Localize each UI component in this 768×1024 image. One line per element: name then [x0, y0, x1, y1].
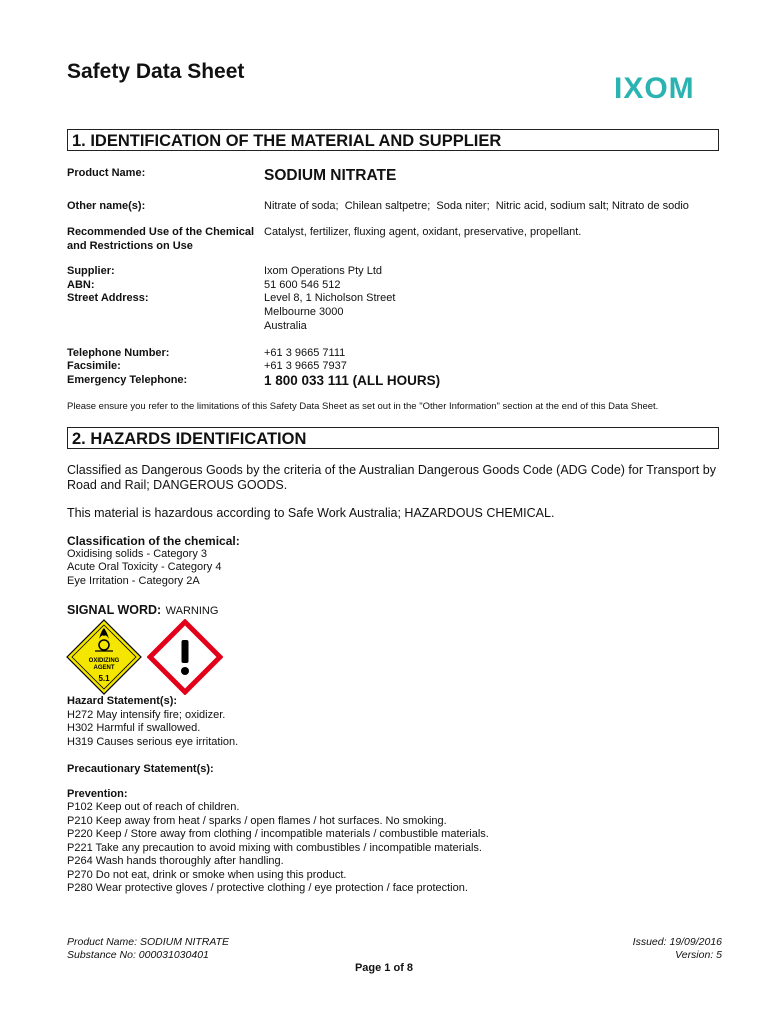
recommended-use-label-line1: Recommended Use of the Chemical: [67, 226, 255, 238]
prevention-statement: P210 Keep away from heat / sparks / open flames / hot surfaces. No smoking.: [67, 815, 447, 827]
recommended-use-value: Catalyst, fertilizer, fluxing agent, oxidant, preservative, propellant.: [264, 226, 582, 238]
oxidizing-agent-diamond-icon: [66, 619, 142, 695]
facsimile-value: +61 3 9665 7937: [264, 360, 347, 372]
other-names-value: Nitrate of soda; Chilean saltpetre; Soda niter; Nitric acid, sodium salt; Nitrato de sodio: [264, 200, 689, 212]
signal-word-label: SIGNAL WORD:: [67, 603, 162, 617]
hazard-statement: H319 Causes serious eye irritation.: [67, 736, 239, 748]
abn-value: 51 600 546 512: [264, 279, 341, 291]
footer-issued-date: Issued: 19/09/2016: [632, 936, 722, 948]
street-address-line2: Melbourne 3000: [264, 306, 344, 318]
classification-item: Acute Oral Toxicity - Category 4: [67, 561, 222, 573]
supplier-label: Supplier:: [67, 265, 115, 277]
street-address-label: Street Address:: [67, 292, 149, 304]
diamond-class-number: 5.1: [98, 674, 110, 683]
hazard-statements-heading: Hazard Statement(s):: [67, 695, 178, 707]
product-name-value: SODIUM NITRATE: [264, 167, 397, 184]
footer-product-name: Product Name: SODIUM NITRATE: [67, 936, 230, 948]
street-address-line3: Australia: [264, 320, 307, 332]
document-title: Safety Data Sheet: [67, 60, 245, 83]
classified-text-line1: Classified as Dangerous Goods by the criteria of the Australian Dangerous Goods Code (ADG Code) for Transport by: [67, 463, 716, 477]
prevention-statement: P102 Keep out of reach of children.: [67, 801, 240, 813]
diamond-text-line1: OXIDIZING: [88, 658, 120, 664]
diamond-text-line2: AGENT: [93, 665, 115, 671]
abn-label: ABN:: [67, 279, 95, 291]
telephone-value: +61 3 9665 7111: [264, 347, 346, 359]
footer-substance-no: Substance No: 000031030401: [67, 949, 209, 961]
prevention-statement: P264 Wash hands thoroughly after handling.: [67, 855, 284, 867]
hazard-statement: H272 May intensify fire; oxidizer.: [67, 709, 226, 721]
signal-word-row: [67, 601, 218, 619]
footer-left: [67, 936, 229, 962]
ixom-logo: IXOM: [614, 72, 695, 105]
limitations-note: Please ensure you refer to the limitations of this Safety Data Sheet as set out in the "Other Information" section at the end of this Data Sheet.: [67, 401, 659, 412]
classification-heading: Classification of the chemical:: [67, 534, 240, 548]
page-number: Page 1 of 8: [354, 962, 414, 974]
section-1-heading: 1. IDENTIFICATION OF THE MATERIAL AND SUPPLIER: [67, 129, 719, 151]
facsimile-label: Facsimile:: [67, 360, 121, 372]
footer-version: Version: 5: [675, 949, 722, 961]
hazard-statement: H302 Harmful if swallowed.: [67, 722, 201, 734]
signal-word-value: WARNING: [165, 605, 219, 617]
precautionary-heading: Precautionary Statement(s):: [67, 763, 214, 775]
recommended-use-label-line2: and Restrictions on Use: [67, 240, 193, 252]
section-2-heading: 2. HAZARDS IDENTIFICATION: [67, 427, 719, 449]
hazardous-statement: This material is hazardous according to Safe Work Australia; HAZARDOUS CHEMICAL.: [67, 506, 555, 520]
prevention-statement: P220 Keep / Store away from clothing / incompatible materials / combustible materials.: [67, 828, 489, 840]
prevention-statement: P221 Take any precaution to avoid mixing with combustibles / incompatible materials.: [67, 842, 482, 854]
street-address-line1: Level 8, 1 Nicholson Street: [264, 292, 396, 304]
emergency-telephone-value: 1 800 033 111 (ALL HOURS): [264, 373, 441, 388]
classification-item: Oxidising solids - Category 3: [67, 548, 208, 560]
telephone-label: Telephone Number:: [67, 347, 170, 359]
exclamation-mark-ghs-icon: [147, 619, 223, 695]
emergency-telephone-label: Emergency Telephone:: [67, 374, 188, 386]
prevention-statement: P280 Wear protective gloves / protective clothing / eye protection / face protection.: [67, 882, 468, 894]
footer-right: [633, 936, 722, 962]
prevention-statement: P270 Do not eat, drink or smoke when using this product.: [67, 869, 347, 881]
prevention-heading: Prevention:: [67, 788, 128, 800]
product-name-label: Product Name:: [67, 167, 146, 179]
classification-item: Eye Irritation - Category 2A: [67, 575, 200, 587]
supplier-value: Ixom Operations Pty Ltd: [264, 265, 382, 277]
other-names-label: Other name(s):: [67, 200, 146, 212]
classified-text-line2: Road and Rail; DANGEROUS GOODS.: [67, 478, 288, 492]
